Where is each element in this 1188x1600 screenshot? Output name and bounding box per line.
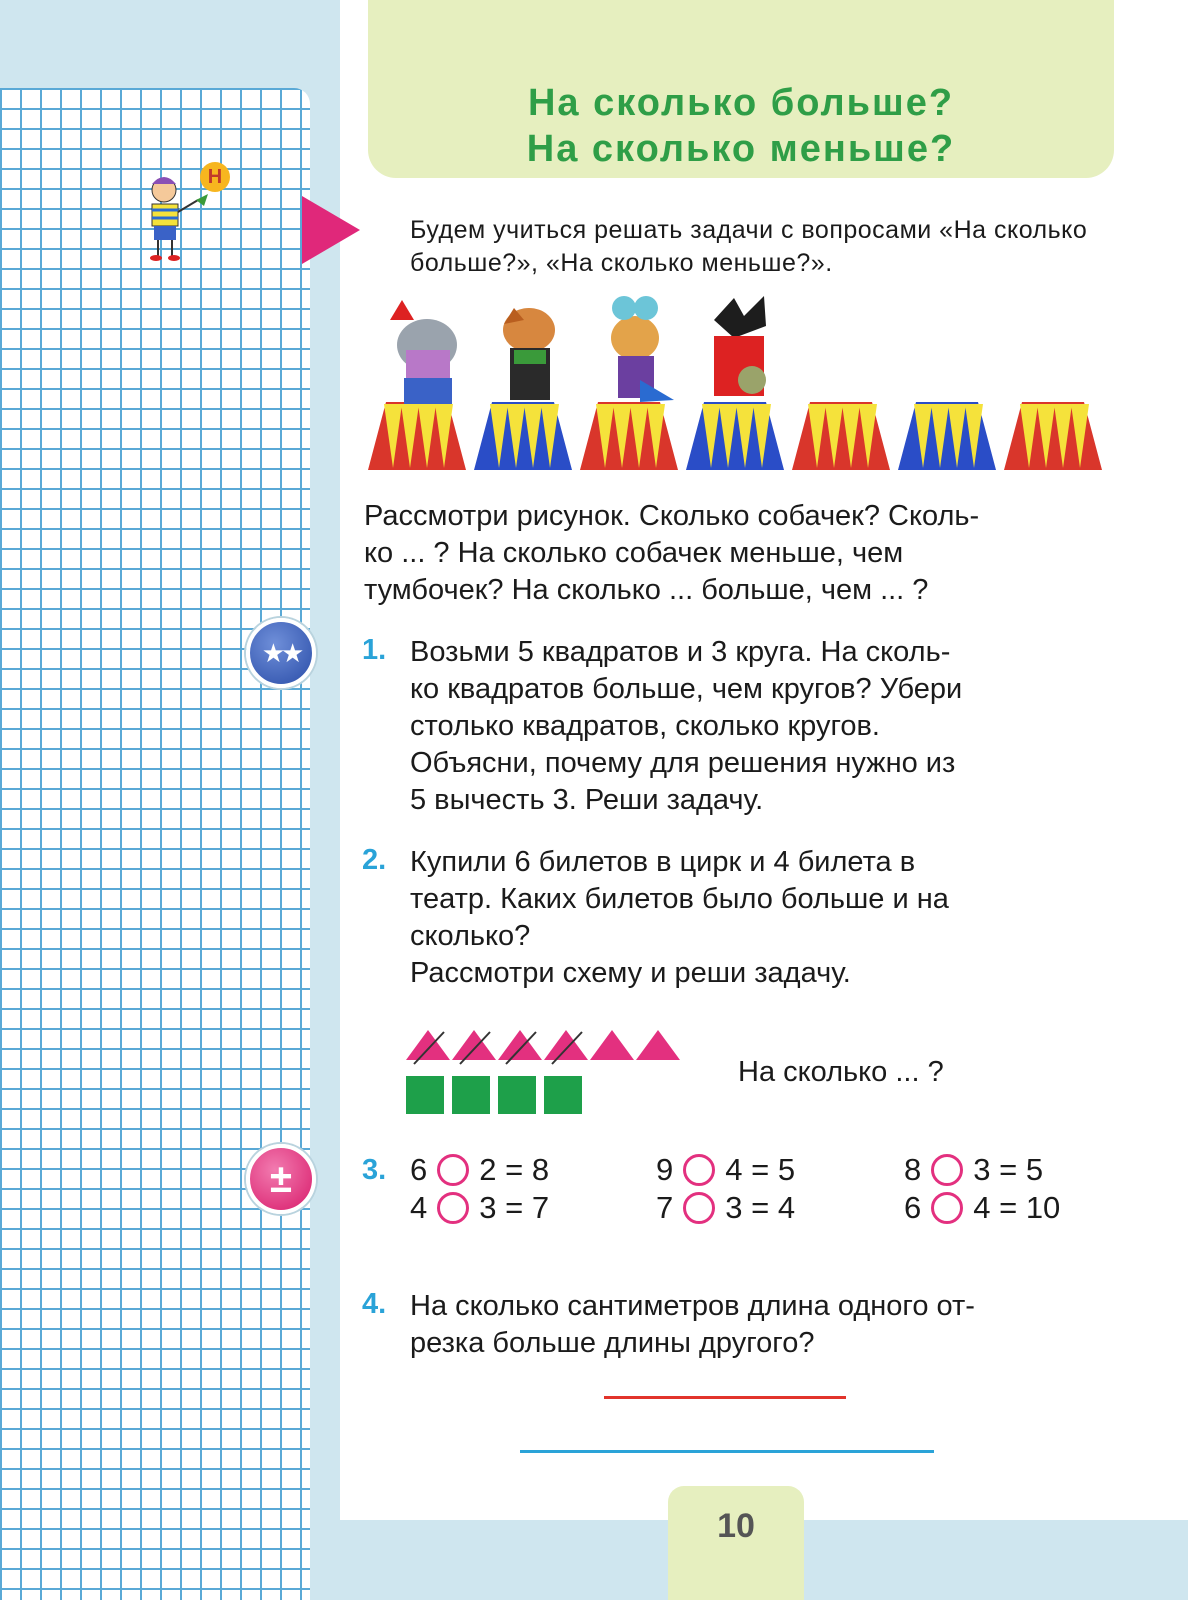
task-line: Возьми 5 квадратов и 3 круга. На сколь- [410, 636, 951, 668]
equation [904, 1190, 1060, 1226]
pedestal [686, 402, 784, 470]
equation [656, 1190, 795, 1226]
look-line: Рассмотри рисунок. Сколько собачек? Сколь- [364, 500, 980, 532]
scheme-triangle [406, 1030, 450, 1060]
operand: 6 [410, 1152, 428, 1187]
operator-blank-circle[interactable] [437, 1154, 469, 1186]
plus-minus-icon: ± [246, 1144, 316, 1214]
equation [410, 1190, 549, 1226]
operand-result: 3 = 5 [973, 1152, 1044, 1187]
segment-blue [520, 1450, 934, 1453]
operand-result: 4 = 5 [725, 1152, 796, 1187]
operand-result: 2 = 8 [479, 1152, 550, 1187]
scheme-triangle [452, 1030, 496, 1060]
letter-badge: Н [200, 162, 230, 192]
page-number: 10 [668, 1486, 804, 1600]
task-line: На сколько сантиметров длина одного от- [410, 1290, 975, 1322]
look-paragraph [364, 498, 1104, 609]
animal-dog-1 [503, 308, 555, 400]
look-line: ко ... ? На сколько собачек меньше, чем [364, 537, 904, 569]
pedestal [368, 402, 466, 470]
pedestal [474, 402, 572, 470]
scheme-triangle [636, 1030, 680, 1060]
operand: 7 [656, 1190, 674, 1225]
task-line: столько квадратов, сколько кругов. [410, 710, 880, 742]
operand-result: 4 = 10 [973, 1190, 1061, 1225]
animal-dog-2 [611, 296, 674, 402]
stars-icon: ★★ [246, 618, 316, 688]
pedestal [580, 402, 678, 470]
operand: 4 [410, 1190, 428, 1225]
operand: 6 [904, 1190, 922, 1225]
segment-red [604, 1396, 846, 1399]
equation [904, 1152, 1043, 1188]
task-line: 5 вычесть 3. Реши задачу. [410, 784, 764, 816]
pedestal-row [368, 402, 1102, 470]
pedestal [898, 402, 996, 470]
task-line: Рассмотри схему и реши задачу. [410, 957, 851, 989]
look-line: тумбочек? На сколько ... больше, чем ... ? [364, 574, 929, 606]
scheme-triangle [544, 1030, 588, 1060]
task-number: 3. [362, 1154, 387, 1186]
scheme-question: На сколько ... ? [738, 1056, 944, 1088]
scheme-diagram [406, 1030, 706, 1130]
scheme-square [498, 1076, 536, 1114]
task-4-text [410, 1288, 1110, 1362]
task-line: Купили 6 билетов в цирк и 4 билета в [410, 846, 916, 878]
operand-result: 3 = 7 [479, 1190, 550, 1225]
title-line-2: На сколько меньше? [526, 128, 956, 170]
task-1-text [410, 634, 1110, 819]
task-number: 4. [362, 1288, 387, 1320]
operand: 8 [904, 1152, 922, 1187]
operator-blank-circle[interactable] [437, 1192, 469, 1224]
animal-dog-3 [714, 296, 766, 396]
pedestal [1004, 402, 1102, 470]
section-arrow-icon [302, 196, 360, 264]
scheme-square [452, 1076, 490, 1114]
task-line: театр. Каких билетов было больше и на [410, 883, 949, 915]
task-line: Объясни, почему для решения нужно из [410, 747, 956, 779]
textbook-page [340, 0, 1188, 1520]
task-2-text [410, 844, 1110, 992]
intro-text: Будем учиться решать задачи с вопросами «На сколько больше?», «На сколько меньше?». [410, 216, 1088, 277]
title-box [368, 0, 1114, 178]
equation [410, 1152, 549, 1188]
title-line-1: На сколько больше? [527, 82, 955, 124]
operator-blank-circle[interactable] [931, 1192, 963, 1224]
task-line: сколько? [410, 920, 531, 952]
task-number: 1. [362, 634, 387, 666]
scheme-square [406, 1076, 444, 1114]
scheme-square [544, 1076, 582, 1114]
task-number: 2. [362, 844, 387, 876]
grid-paper-panel [0, 88, 310, 1600]
operator-blank-circle[interactable] [683, 1192, 715, 1224]
scheme-triangle [498, 1030, 542, 1060]
task-line: резка больше длины другого? [410, 1327, 815, 1359]
operand-result: 3 = 4 [725, 1190, 796, 1225]
animal-elephant [390, 300, 457, 404]
pedestal [792, 402, 890, 470]
circus-pedestals-illustration [364, 290, 1104, 480]
task-line: ко квадратов больше, чем кругов? Убери [410, 673, 963, 705]
operand: 9 [656, 1152, 674, 1187]
equation [656, 1152, 795, 1188]
operator-blank-circle[interactable] [683, 1154, 715, 1186]
operator-blank-circle[interactable] [931, 1154, 963, 1186]
scheme-triangle [590, 1030, 634, 1060]
